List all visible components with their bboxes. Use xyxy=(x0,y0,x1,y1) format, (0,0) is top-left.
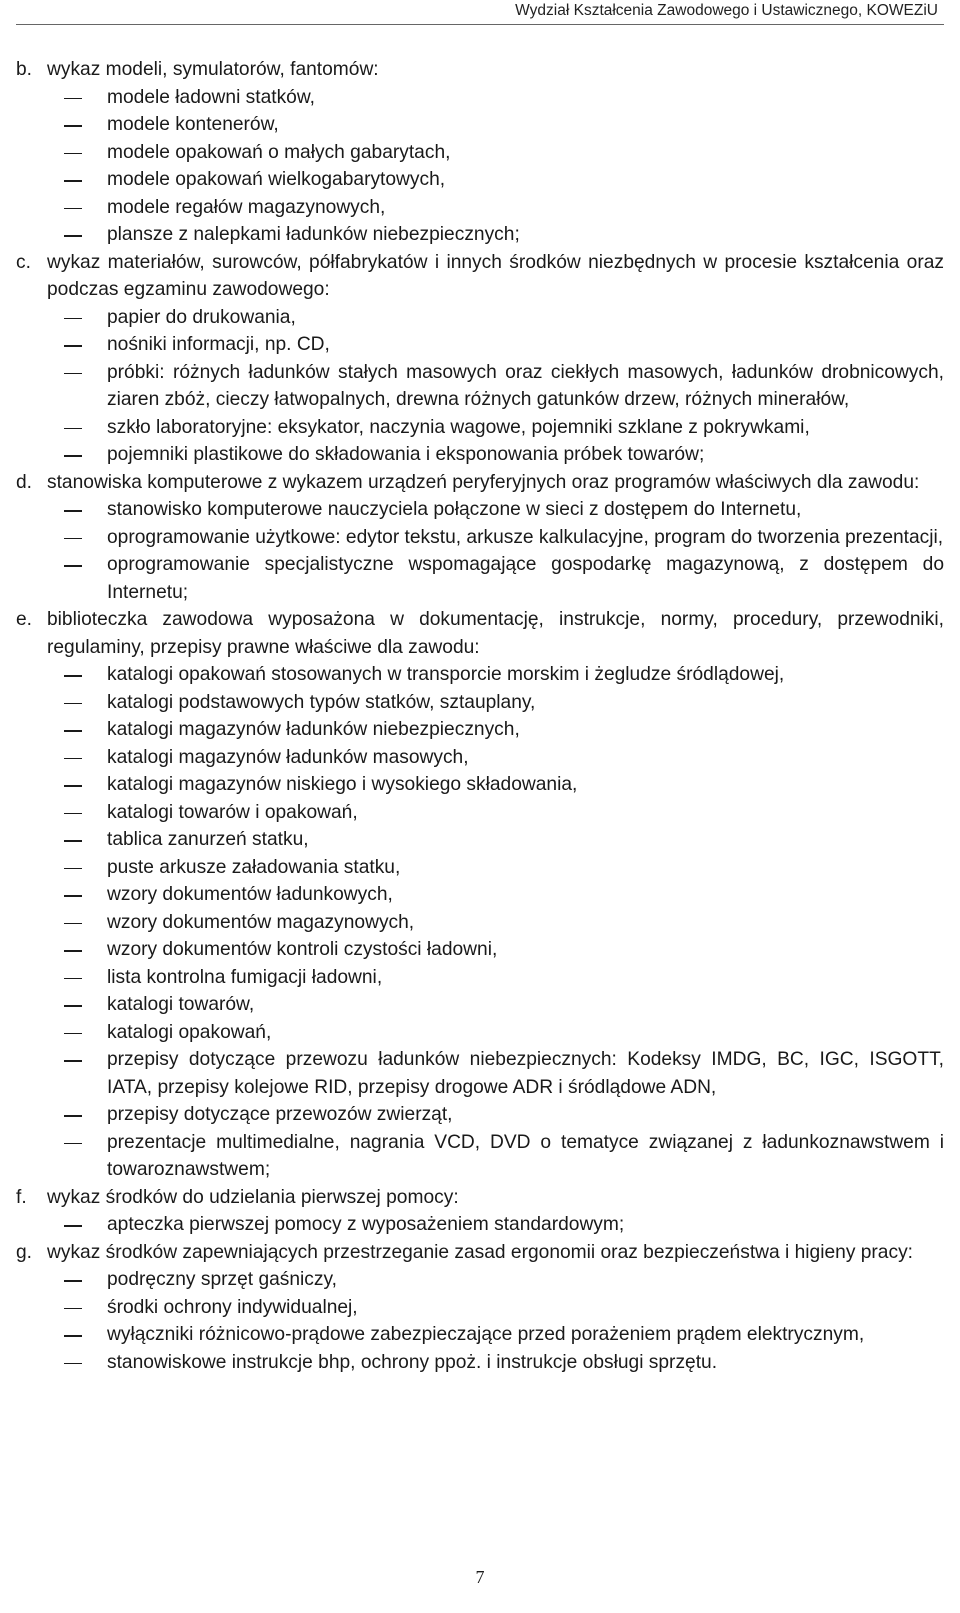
list-item xyxy=(47,1211,944,1239)
dash-bullet-icon xyxy=(47,744,107,772)
dash-bullet-icon xyxy=(47,964,107,992)
dash-bullet-icon xyxy=(47,1349,107,1377)
bullet-list xyxy=(47,496,944,606)
list-item-text: katalogi magazynów niskiego i wysokiego składowania, xyxy=(107,774,578,795)
list-item-text: katalogi opakowań, xyxy=(107,1021,272,1043)
section-heading: biblioteczka zawodowa wyposażona w dokumentację, instrukcje, normy, procedury, przewodniki, regulaminy, przepisy prawne właściwe dla zawodu: xyxy=(47,609,944,658)
list-item-text: katalogi magazynów ładunków niebezpiecznych, xyxy=(107,719,520,740)
list-item-text: katalogi podstawowych typów statków, sztauplany, xyxy=(107,691,536,713)
section-letter: b. xyxy=(16,59,33,80)
header-divider xyxy=(16,24,944,25)
list-item xyxy=(47,166,944,194)
dash-bullet-icon xyxy=(47,1211,107,1239)
dash-bullet-icon xyxy=(47,139,107,167)
dash-bullet-icon xyxy=(47,771,107,799)
list-item xyxy=(47,1294,944,1322)
bullet-list xyxy=(47,661,944,1184)
list-item-text: stanowisko komputerowe nauczyciela połączone w sieci z dostępem do Internetu, xyxy=(107,499,802,520)
list-item xyxy=(47,881,944,909)
list-item-text: przepisy dotyczące przewozów zwierząt, xyxy=(107,1104,453,1125)
dash-bullet-icon xyxy=(47,991,107,1019)
section-heading: wykaz środków do udzielania pierwszej pomocy: xyxy=(47,1186,459,1208)
dash-bullet-icon xyxy=(47,1321,107,1349)
list-item xyxy=(47,936,944,964)
list-item-text: środki ochrony indywidualnej, xyxy=(107,1296,358,1318)
dash-bullet-icon xyxy=(47,111,107,139)
dash-bullet-icon xyxy=(47,854,107,882)
dash-bullet-icon xyxy=(47,799,107,827)
list-item xyxy=(47,964,944,992)
dash-bullet-icon xyxy=(47,166,107,194)
list-item-text: puste arkusze załadowania statku, xyxy=(107,856,401,878)
section-letter: e. xyxy=(16,609,33,630)
dash-bullet-icon xyxy=(47,359,107,414)
bullet-list xyxy=(47,84,944,249)
list-item xyxy=(47,661,944,689)
list-item xyxy=(47,496,944,524)
dash-bullet-icon xyxy=(47,496,107,524)
list-item xyxy=(47,441,944,469)
list-item-text: modele kontenerów, xyxy=(107,114,279,135)
list-item-text: apteczka pierwszej pomocy z wyposażeniem standardowym; xyxy=(107,1214,625,1235)
section-heading: wykaz materiałów, surowców, półfabrykatów i innych środków niezbędnych w procesie kształcenia oraz podczas egzaminu zawodowego: xyxy=(47,251,944,300)
list-item xyxy=(47,1321,944,1349)
bullet-list xyxy=(47,304,944,469)
list-item xyxy=(47,909,944,937)
list-item xyxy=(47,854,944,882)
list-item-text: tablica zanurzeń statku, xyxy=(107,829,309,850)
dash-bullet-icon xyxy=(47,826,107,854)
list-item-text: prezentacje multimedialne, nagrania VCD, DVD o tematyce związanej z ładunkoznawstwem i towaroznawstwem; xyxy=(107,1131,944,1180)
list-item-text: próbki: różnych ładunków stałych masowych oraz ciekłych masowych, ładunków drobnicowych, ziaren zbóż, cieczy łatwopalnych, drewna różnych gatunków drzew, różnych minerałów, xyxy=(107,361,944,410)
list-item-text: modele opakowań wielkogabarytowych, xyxy=(107,169,446,190)
list-item xyxy=(47,111,944,139)
list-item-text: plansze z nalepkami ładunków niebezpiecznych; xyxy=(107,224,520,245)
dash-bullet-icon xyxy=(47,1266,107,1294)
section-heading: wykaz modeli, symulatorów, fantomów: xyxy=(47,59,379,80)
list-item-text: nośniki informacji, np. CD, xyxy=(107,334,330,355)
list-item xyxy=(47,716,944,744)
list-item xyxy=(47,991,944,1019)
list-item xyxy=(47,826,944,854)
list-item-text: katalogi towarów i opakowań, xyxy=(107,801,358,823)
section-letter: g. xyxy=(16,1241,33,1263)
dash-bullet-icon xyxy=(47,881,107,909)
section-body xyxy=(47,469,944,607)
list-item-text: pojemniki plastikowe do składowania i eksponowania próbek towarów; xyxy=(107,444,705,465)
list-item xyxy=(47,551,944,606)
dash-bullet-icon xyxy=(47,414,107,442)
dash-bullet-icon xyxy=(47,936,107,964)
dash-bullet-icon xyxy=(47,716,107,744)
list-section xyxy=(16,249,944,469)
list-item-text: wzory dokumentów ładunkowych, xyxy=(107,884,393,905)
list-item xyxy=(47,799,944,827)
list-item xyxy=(47,689,944,717)
dash-bullet-icon xyxy=(47,221,107,249)
dash-bullet-icon xyxy=(47,909,107,937)
list-item xyxy=(47,331,944,359)
list-item-text: oprogramowanie specjalistyczne wspomagające gospodarkę magazynową, z dostępem do Internetu; xyxy=(107,554,944,603)
list-item xyxy=(47,744,944,772)
dash-bullet-icon xyxy=(47,331,107,359)
section-heading: stanowiska komputerowe z wykazem urządzeń peryferyjnych oraz programów właściwych dla zawodu: xyxy=(47,471,920,493)
list-item xyxy=(47,84,944,112)
dash-bullet-icon xyxy=(47,661,107,689)
list-item xyxy=(47,304,944,332)
section-body xyxy=(47,1239,944,1377)
dash-bullet-icon xyxy=(47,441,107,469)
section-body xyxy=(47,606,944,1184)
dash-bullet-icon xyxy=(47,194,107,222)
list-item xyxy=(47,771,944,799)
dash-bullet-icon xyxy=(47,1101,107,1129)
document-body xyxy=(16,56,944,1376)
list-item-text: stanowiskowe instrukcje bhp, ochrony ppoż. i instrukcje obsługi sprzętu. xyxy=(107,1351,718,1373)
list-item-text: modele ładowni statków, xyxy=(107,86,315,108)
list-item-text: wzory dokumentów magazynowych, xyxy=(107,911,415,933)
section-body xyxy=(47,1184,944,1239)
section-heading: wykaz środków zapewniających przestrzeganie zasad ergonomii oraz bezpieczeństwa i higieny pracy: xyxy=(47,1241,913,1263)
list-item xyxy=(47,524,944,552)
list-item-text: lista kontrolna fumigacji ładowni, xyxy=(107,966,383,988)
list-item-text: podręczny sprzęt gaśniczy, xyxy=(107,1269,337,1290)
section-letter: d. xyxy=(16,471,33,493)
dash-bullet-icon xyxy=(47,1294,107,1322)
dash-bullet-icon xyxy=(47,84,107,112)
section-letter: f. xyxy=(16,1186,27,1208)
section-letter: c. xyxy=(16,251,31,273)
list-item-text: katalogi magazynów ładunków masowych, xyxy=(107,746,469,768)
dash-bullet-icon xyxy=(47,524,107,552)
list-item-text: szkło laboratoryjne: eksykator, naczynia wagowe, pojemniki szklane z pokrywkami, xyxy=(107,416,810,438)
list-item xyxy=(47,221,944,249)
list-section xyxy=(16,1184,944,1239)
list-item xyxy=(47,1129,944,1184)
list-section xyxy=(16,1239,944,1377)
dash-bullet-icon xyxy=(47,551,107,606)
list-item xyxy=(47,139,944,167)
bullet-list xyxy=(47,1211,944,1239)
dash-bullet-icon xyxy=(47,1046,107,1101)
list-item-text: modele regałów magazynowych, xyxy=(107,196,386,218)
dash-bullet-icon xyxy=(47,1129,107,1184)
list-item xyxy=(47,1046,944,1101)
page-number: 7 xyxy=(475,1567,485,1587)
list-item-text: wzory dokumentów kontroli czystości ładowni, xyxy=(107,939,498,960)
list-item-text: wyłączniki różnicowo-prądowe zabezpieczające przed porażeniem prądem elektrycznym, xyxy=(107,1324,865,1345)
dash-bullet-icon xyxy=(47,304,107,332)
list-item xyxy=(47,1019,944,1047)
section-body xyxy=(47,56,944,249)
bullet-list xyxy=(47,1266,944,1376)
list-item-text: oprogramowanie użytkowe: edytor tekstu, arkusze kalkulacyjne, program do tworzenia prezentacji, xyxy=(107,526,944,548)
list-item xyxy=(47,1101,944,1129)
list-item xyxy=(47,414,944,442)
section-body xyxy=(47,249,944,469)
list-item-text: papier do drukowania, xyxy=(107,306,296,328)
page-header: Wydział Kształcenia Zawodowego i Ustawicznego, KOWEZiU xyxy=(515,2,938,19)
list-item xyxy=(47,1349,944,1377)
list-section xyxy=(16,469,944,607)
list-item xyxy=(47,1266,944,1294)
list-item xyxy=(47,194,944,222)
list-item xyxy=(47,359,944,414)
list-section xyxy=(16,56,944,249)
dash-bullet-icon xyxy=(47,689,107,717)
list-item-text: modele opakowań o małych gabarytach, xyxy=(107,141,451,163)
list-item-text: przepisy dotyczące przewozu ładunków niebezpiecznych: Kodeksy IMDG, BC, IGC, ISGOTT, IATA, przepisy kolejowe RID, przepisy drogowe ADR i śródlądowe ADN, xyxy=(107,1049,944,1098)
list-item-text: katalogi opakowań stosowanych w transporcie morskim i żegludze śródlądowej, xyxy=(107,664,785,685)
list-item-text: katalogi towarów, xyxy=(107,994,255,1015)
dash-bullet-icon xyxy=(47,1019,107,1047)
list-section xyxy=(16,606,944,1184)
